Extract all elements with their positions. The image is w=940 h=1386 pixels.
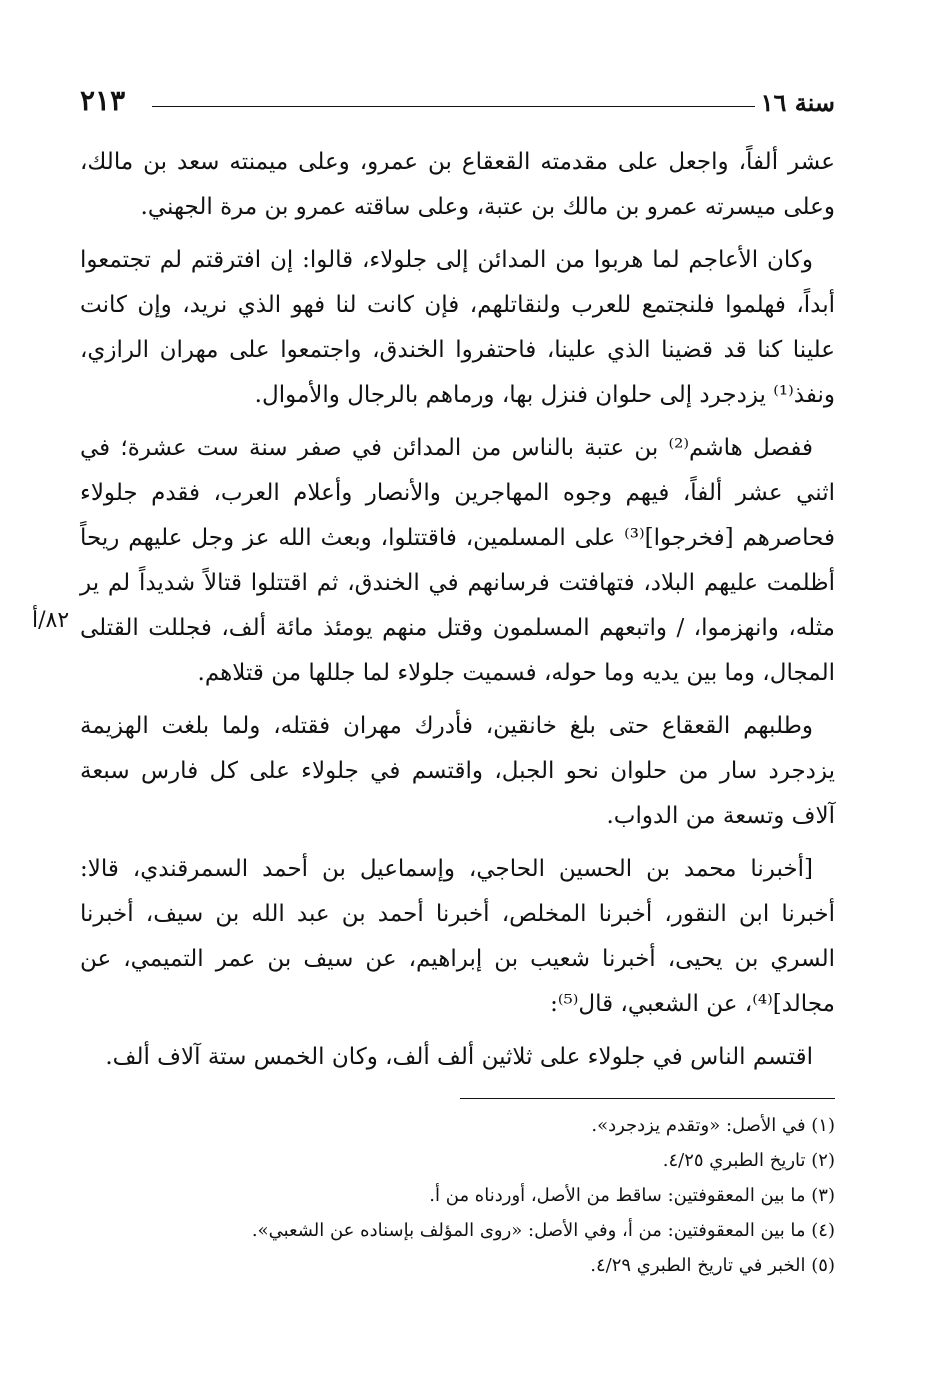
paragraph-6: اقتسم الناس في جلولاء على ثلاثين ألف ألف، وكان الخمس ستة آلاف ألف. bbox=[105, 1044, 813, 1070]
footnote-2: (٢) تاريخ الطبري ٤/٢٥. bbox=[662, 1150, 835, 1171]
manuscript-folio-note: ٨٢/أ bbox=[32, 608, 70, 633]
running-head-year: سنة ١٦ bbox=[760, 88, 835, 117]
footnotes bbox=[80, 1108, 835, 1283]
paragraph-3: ففصل هاشم⁽²⁾ بن عتبة بالناس من المدائن في صفر سنة ست عشرة؛ في اثني عشر ألفاً، فيهم وجوه المهاجرين والأنصار وأعلام العرب، فقدم جلولاء فحاصرهم [فخرجوا]⁽³⁾ على المسلمين، فاقتتلوا، وبعث الله عز وجل عليهم ريحاً أظلمت عليهم البلاد، فتهافتت فرسانهم في الخندق، ثم اقتتلوا قتالاً شديداً لم ير مثله، وانهزموا، / واتبعهم المسلمون وقتل منهم يومئذ مائة ألف، فجللت القتلى المجال، وما بين يديه وما حوله، فسميت جلولاء لما جللها من قتلاهم. bbox=[80, 435, 835, 686]
footnote-3: (٣) ما بين المعقوفتين: ساقط من الأصل، أوردناه من أ. bbox=[429, 1185, 835, 1206]
footnote-separator bbox=[460, 1098, 835, 1099]
paragraph-4: وطلبهم القعقاع حتى بلغ خانقين، فأدرك مهران فقتله، ولما بلغت الهزيمة يزدجرد سار من حلوان نحو الجبل، واقتسم في جلولاء على كل فارس سبعة آلاف وتسعة من الدواب. bbox=[80, 713, 835, 829]
header-rule bbox=[152, 106, 755, 107]
footnote-5: (٥) الخبر في تاريخ الطبري ٤/٢٩. bbox=[590, 1255, 835, 1276]
footnote-4: (٤) ما بين المعقوفتين: من أ، وفي الأصل: «روى المؤلف بإسناده عن الشعبي». bbox=[251, 1220, 835, 1241]
paragraph-2: وكان الأعاجم لما هربوا من المدائن إلى جلولاء، قالوا: إن افترقتم لم تجتمعوا أبداً، فهلموا فلنجتمع للعرب ولنقاتلهم، فإن كانت لنا فهو الذي نريد، وإن كانت علينا كنا قد قضينا الذي علينا، فاحتفروا الخندق، واجتمعوا على مهران الرازي، ونفذ⁽¹⁾ يزدجرد إلى حلوان فنزل بها، ورماهم بالرجال والأموال. bbox=[80, 247, 835, 408]
paragraph-1: عشر ألفاً، واجعل على مقدمته القعقاع بن عمرو، وعلى ميمنته سعد بن مالك، وعلى ميسرته عمرو بن مالك بن عتبة، وعلى ساقته عمرو بن مرة الجهني. bbox=[80, 149, 835, 220]
footnote-1: (١) في الأصل: «وتقدم يزدجرد». bbox=[591, 1115, 835, 1136]
main-text bbox=[80, 140, 835, 1088]
paragraph-5: [أخبرنا محمد بن الحسين الحاجي، وإسماعيل بن أحمد السمرقندي، قالا: أخبرنا ابن النقور، أخبرنا المخلص، أخبرنا أحمد بن عبد الله بن سيف، أخبرنا السري بن يحيى، أخبرنا شعيب بن إبراهيم، عن سيف بن عمر التميمي، عن مجالد]⁽⁴⁾، عن الشعبي، قال⁽⁵⁾: bbox=[80, 856, 835, 1017]
page-header bbox=[80, 84, 835, 124]
page-number: ٢١٣ bbox=[80, 84, 126, 117]
